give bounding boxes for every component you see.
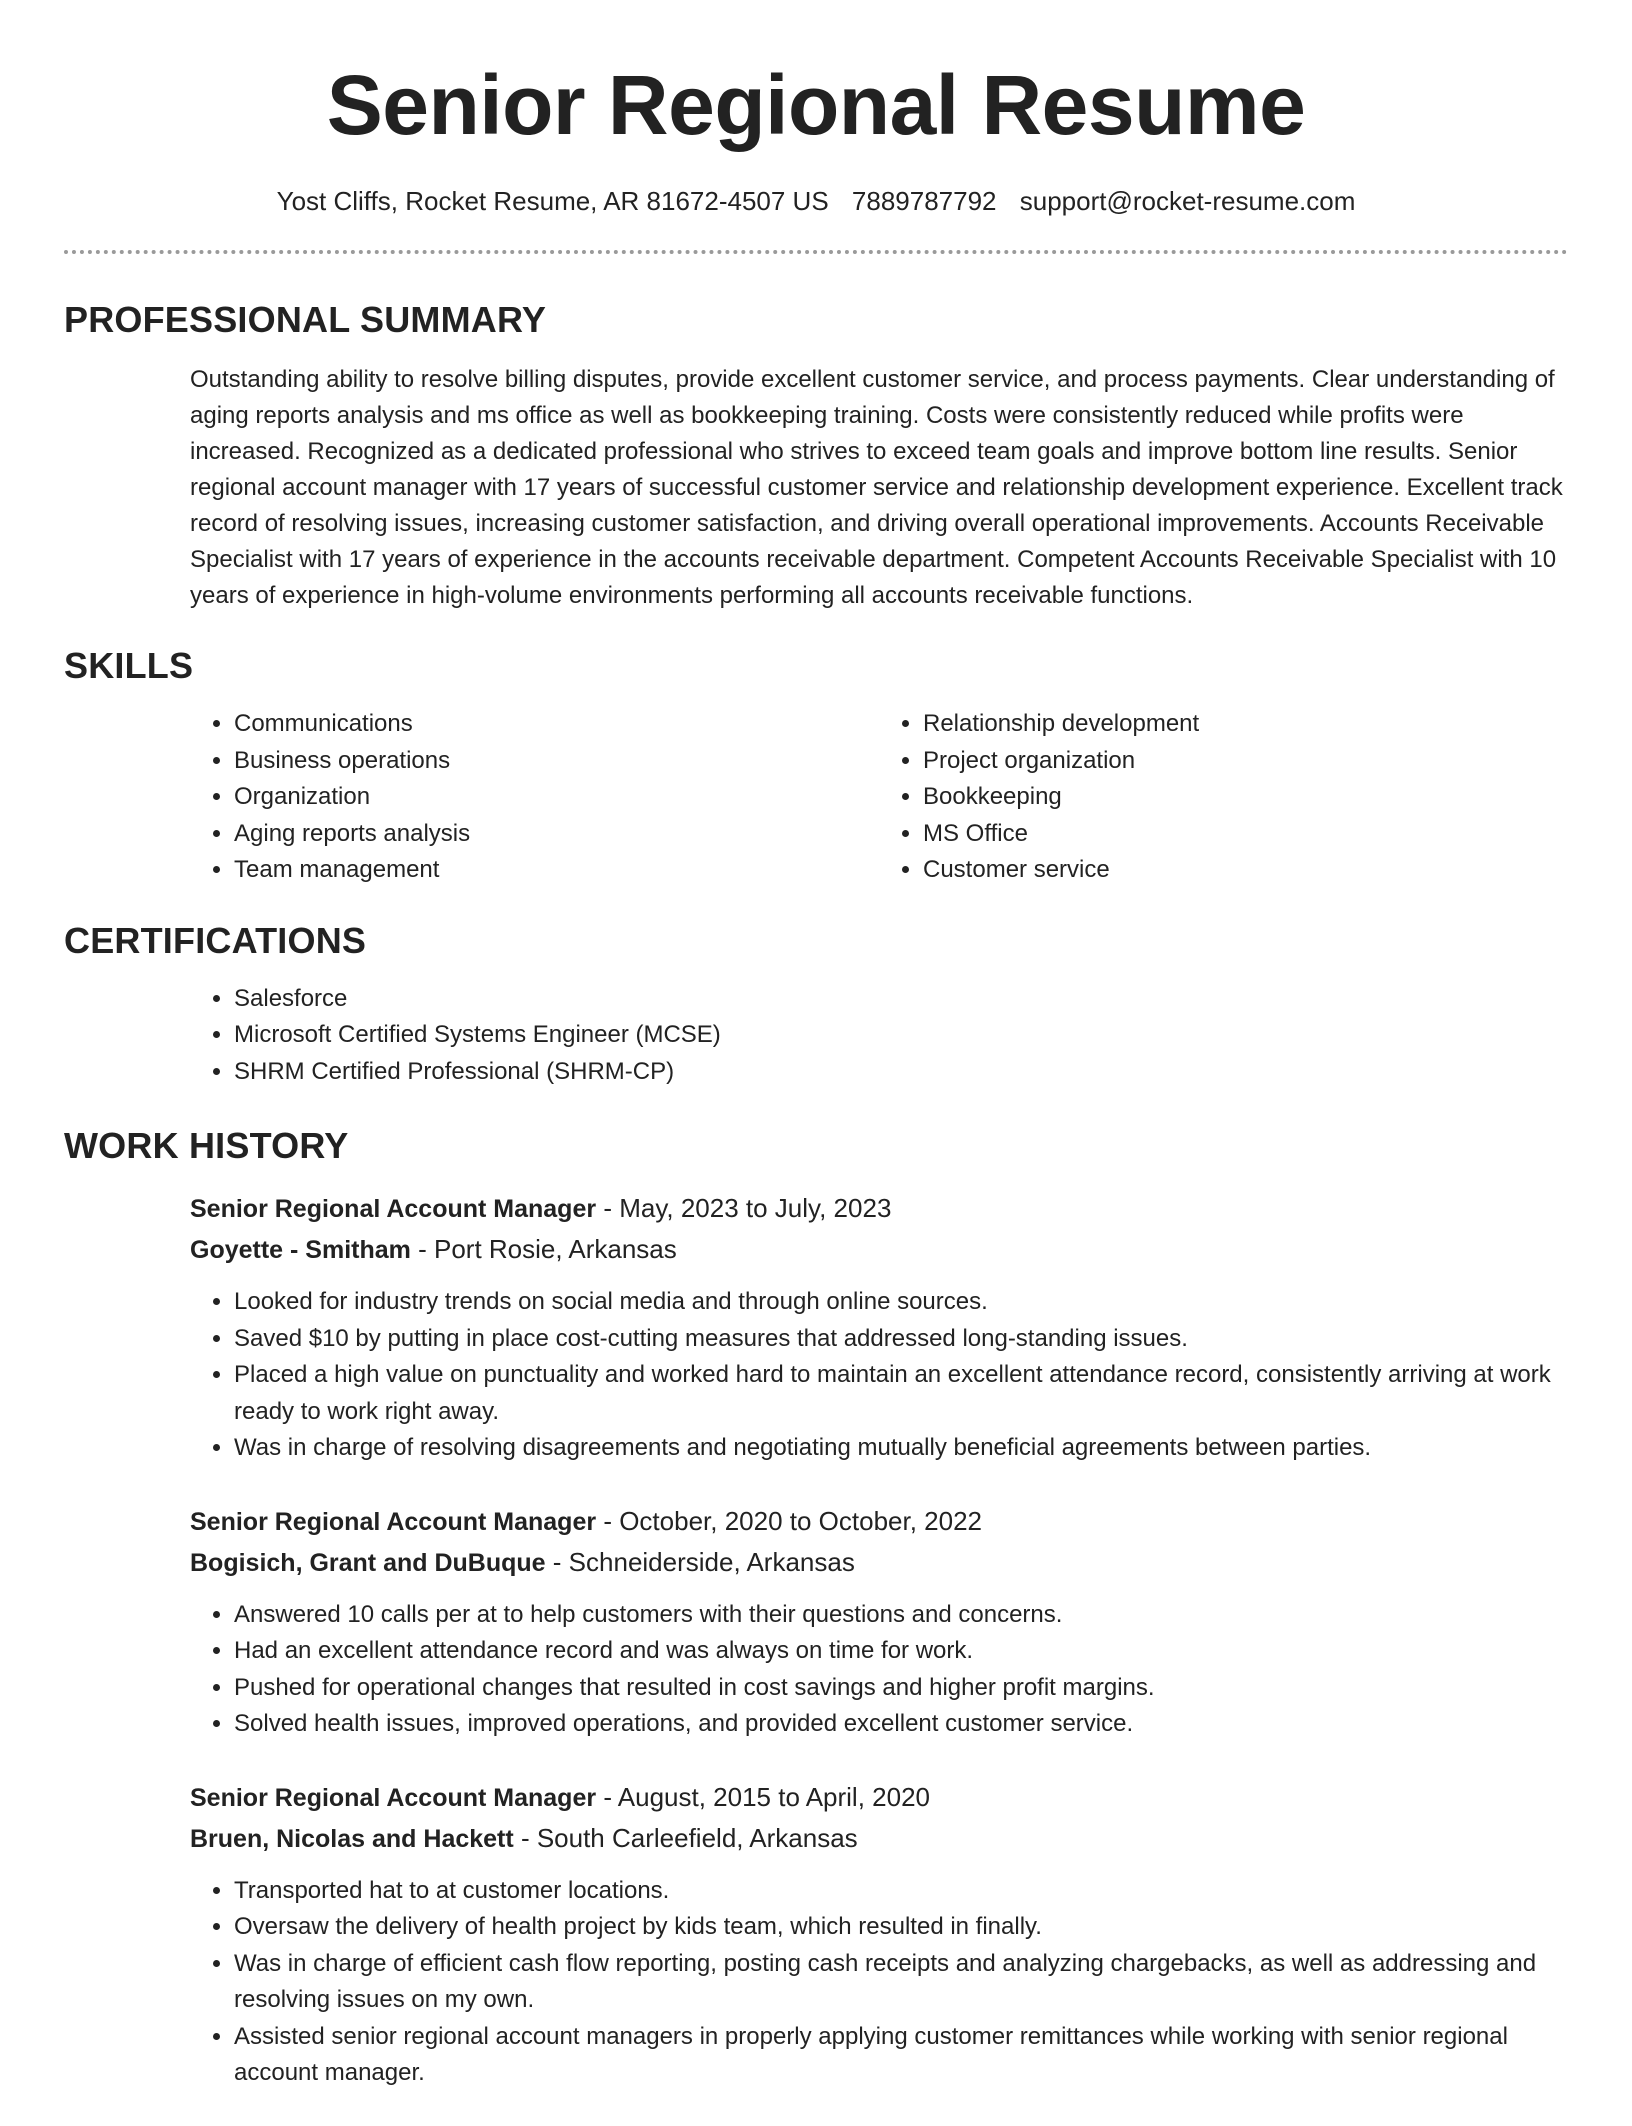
contact-line	[64, 184, 1568, 218]
job-bullets	[190, 1284, 1568, 1467]
job-company: Bogisich, Grant and DuBuque	[190, 1548, 546, 1577]
job-entry	[190, 1777, 1568, 2092]
job-entry	[190, 1188, 1568, 1467]
job-bullet: • Was in charge of efficient cash flow reporting, posting cash receipts and analyzing chargebacks, as well as addressing and resolving issues on my own.	[234, 1946, 1568, 2019]
skills-title: SKILLS	[64, 645, 194, 686]
job-role: Senior Regional Account Manager	[190, 1195, 597, 1223]
job-bullet: • Oversaw the delivery of health project by kids team, which resulted in finally.	[234, 1909, 1568, 1946]
work-history-title: WORK HISTORY	[64, 1125, 349, 1166]
job-location: - Schneiderside, Arkansas	[545, 1546, 855, 1577]
job-bullet: • Transported hat to at customer locations.	[234, 1873, 1568, 1910]
job-dates: - August, 2015 to April, 2020	[596, 1781, 930, 1812]
skill-item: • Team management	[234, 852, 879, 889]
job-bullet: • Looked for industry trends on social media and through online sources.	[234, 1284, 1568, 1321]
certifications-title: CERTIFICATIONS	[64, 919, 367, 961]
skills-left-column	[190, 706, 879, 889]
skills-right-column	[879, 706, 1568, 889]
resume-name: Senior Regional Resume	[326, 58, 1306, 152]
job-subheading	[190, 1542, 1568, 1583]
job-company: Goyette - Smitham	[190, 1236, 411, 1264]
summary-section	[190, 362, 1568, 614]
job-subheading	[190, 1229, 1568, 1270]
skills-list	[190, 706, 1568, 889]
skill-item: • Aging reports analysis	[234, 816, 879, 853]
job-bullet: • Was in charge of resolving disagreements and negotiating mutually beneficial agreements between parties.	[234, 1430, 1568, 1467]
summary-text: Outstanding ability to resolve billing disputes, provide excellent customer service, and process payments. Clear understanding of aging reports analysis and ms office as well as bookkeeping training. Costs were consistently reduced while profits were increased. Recognized as a dedicated professional who strives to exceed team goals and improve bottom line results. Senior regional account manager with 17 years of successful customer service and relationship development experience. Excellent track record of resolving issues, increasing customer satisfaction, and driving overall operational improvements. Accounts Receivable Specialist with 17 years of experience in the accounts receivable department. Competent Accounts Receivable Specialist with 10 years of experience in high-volume environments performing all accounts receivable functions.	[190, 366, 1563, 609]
certification-item: • Microsoft Certified Systems Engineer (MCSE)	[234, 1017, 1568, 1054]
job-dates: - October, 2020 to October, 2022	[596, 1505, 983, 1536]
header-divider	[64, 250, 1568, 254]
job-bullet: • Answered 10 calls per at to help customers with their questions and concerns.	[234, 1597, 1568, 1634]
certification-item: • Salesforce	[234, 981, 1568, 1018]
job-location: - South Carleefield, Arkansas	[513, 1822, 858, 1853]
skill-item: • Project organization	[923, 743, 1568, 780]
skill-item: • MS Office	[923, 816, 1568, 853]
address: Yost Cliffs, Rocket Resume, AR 81672-4507 US	[276, 186, 829, 216]
job-subheading	[190, 1818, 1568, 1859]
job-bullets	[190, 1873, 1568, 2092]
job-company: Bruen, Nicolas and Hackett	[190, 1824, 514, 1853]
job-role: Senior Regional Account Manager	[190, 1783, 597, 1812]
resume-page	[64, 0, 1568, 2126]
skill-item: • Bookkeeping	[923, 779, 1568, 816]
job-bullet: • Solved health issues, improved operations, and provided excellent customer service.	[234, 1706, 1568, 1743]
job-heading	[190, 1188, 1568, 1229]
job-heading	[190, 1501, 1568, 1542]
job-bullets	[190, 1597, 1568, 1743]
skill-item: • Business operations	[234, 743, 879, 780]
job-entry	[190, 1501, 1568, 1743]
certifications-section	[190, 981, 1568, 1091]
certification-item: • SHRM Certified Professional (SHRM-CP)	[234, 1054, 1568, 1091]
job-bullet: • Pushed for operational changes that resulted in cost savings and higher profit margins.	[234, 1670, 1568, 1707]
skill-item: • Organization	[234, 779, 879, 816]
job-location: - Port Rosie, Arkansas	[410, 1234, 677, 1264]
job-role: Senior Regional Account Manager	[190, 1507, 597, 1536]
job-bullet: • Assisted senior regional account managers in properly applying customer remittances while working with senior regional account manager.	[234, 2019, 1568, 2092]
job-bullet: • Had an excellent attendance record and was always on time for work.	[234, 1633, 1568, 1670]
skill-item: • Communications	[234, 706, 879, 743]
summary-title: PROFESSIONAL SUMMARY	[64, 299, 547, 340]
certifications-list	[190, 981, 1568, 1091]
phone: 7889787792	[851, 186, 997, 216]
job-bullet: • Saved $10 by putting in place cost-cutting measures that addressed long-standing issues.	[234, 1321, 1568, 1358]
work-history-section	[190, 1188, 1568, 2092]
skill-item: • Customer service	[923, 852, 1568, 889]
job-heading	[190, 1777, 1568, 1818]
job-dates: - May, 2023 to July, 2023	[596, 1193, 892, 1223]
skill-item: • Relationship development	[923, 706, 1568, 743]
email[interactable]: support@rocket-resume.com	[1019, 186, 1356, 216]
job-bullet: • Placed a high value on punctuality and worked hard to maintain an excellent attendance record, consistently arriving at work ready to work right away.	[234, 1357, 1568, 1430]
